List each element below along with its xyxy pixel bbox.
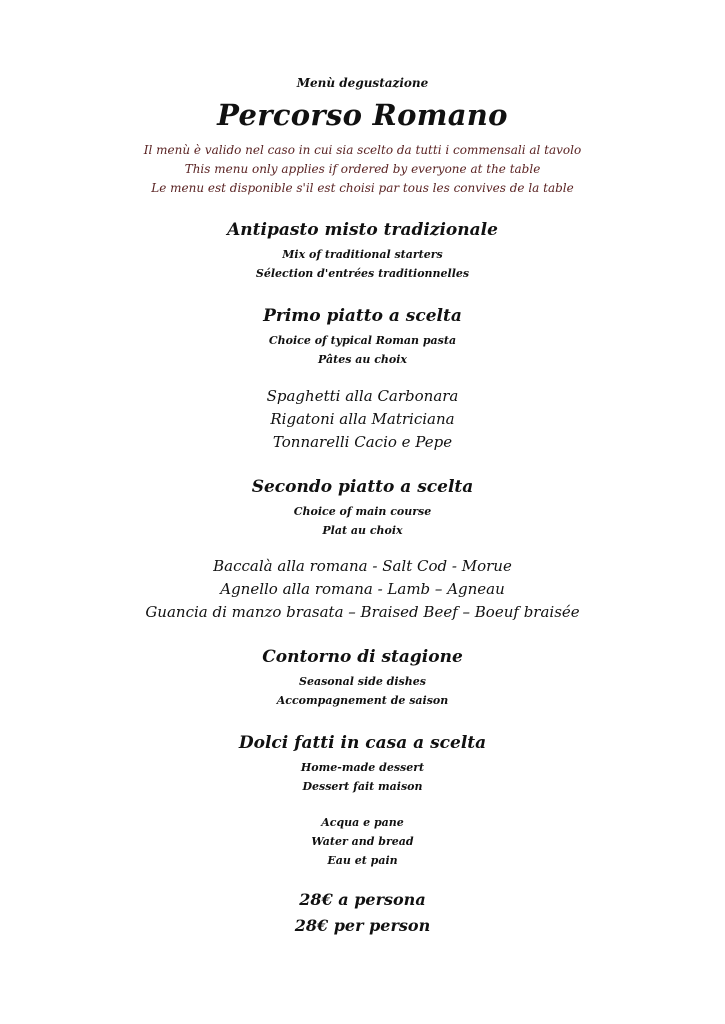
extra-item: Acqua e pane <box>321 816 404 829</box>
dish-item: Tonnarelli Cacio e Pepe <box>272 433 453 451</box>
section-subtitle: Seasonal side dishes <box>299 675 426 688</box>
section-subtitle: Home-made dessert <box>300 761 425 774</box>
note-english: This menu only applies if ordered by everyone at the table <box>184 162 541 176</box>
price-italian: 28€ a persona <box>299 890 426 909</box>
section-subtitle: Mix of traditional starters <box>282 248 443 261</box>
dish-item: Agnello alla romana - Lamb – Agneau <box>220 580 505 598</box>
extra-item: Water and bread <box>311 835 414 848</box>
section-subtitle: Choice of typical Roman pasta <box>268 334 457 347</box>
note-italian: Il menù è valido nel caso in cui sia scelto da tutti i commensali al tavolo <box>143 143 582 157</box>
section-subtitle: Sélection d'entrées traditionnelles <box>255 267 470 280</box>
price-english: 28€ per person <box>294 916 431 935</box>
section-subtitle: Pâtes au choix <box>318 353 407 366</box>
dish-item: Spaghetti alla Carbonara <box>266 387 459 405</box>
section-title-dolci: Dolci fatti in casa a scelta <box>238 733 487 753</box>
section-subtitle: Choice of main course <box>293 505 432 518</box>
section-title-antipasto: Antipasto misto tradizionale <box>227 220 498 240</box>
note-french: Le menu est disponible s'il est choisi par tous les convives de la table <box>151 181 574 195</box>
section-subtitle: Plat au choix <box>322 524 403 537</box>
section-title-secondo: Secondo piatto a scelta <box>251 477 474 497</box>
section-subtitle: Accompagnement de saison <box>276 694 449 707</box>
dish-item: Guancia di manzo brasata – Braised Beef – Boeuf braisée <box>145 603 580 621</box>
extra-item: Eau et pain <box>327 854 398 867</box>
dish-item: Rigatoni alla Matriciana <box>270 410 455 428</box>
section-title-contorno: Contorno di stagione <box>262 647 463 667</box>
dish-item: Baccalà alla romana - Salt Cod - Morue <box>213 557 512 575</box>
menu-label: Menù degustazione <box>296 76 429 90</box>
section-subtitle: Dessert fait maison <box>302 780 423 793</box>
section-title-primo: Primo piatto a scelta <box>263 306 462 326</box>
page-title: Percorso Romano <box>217 98 508 132</box>
